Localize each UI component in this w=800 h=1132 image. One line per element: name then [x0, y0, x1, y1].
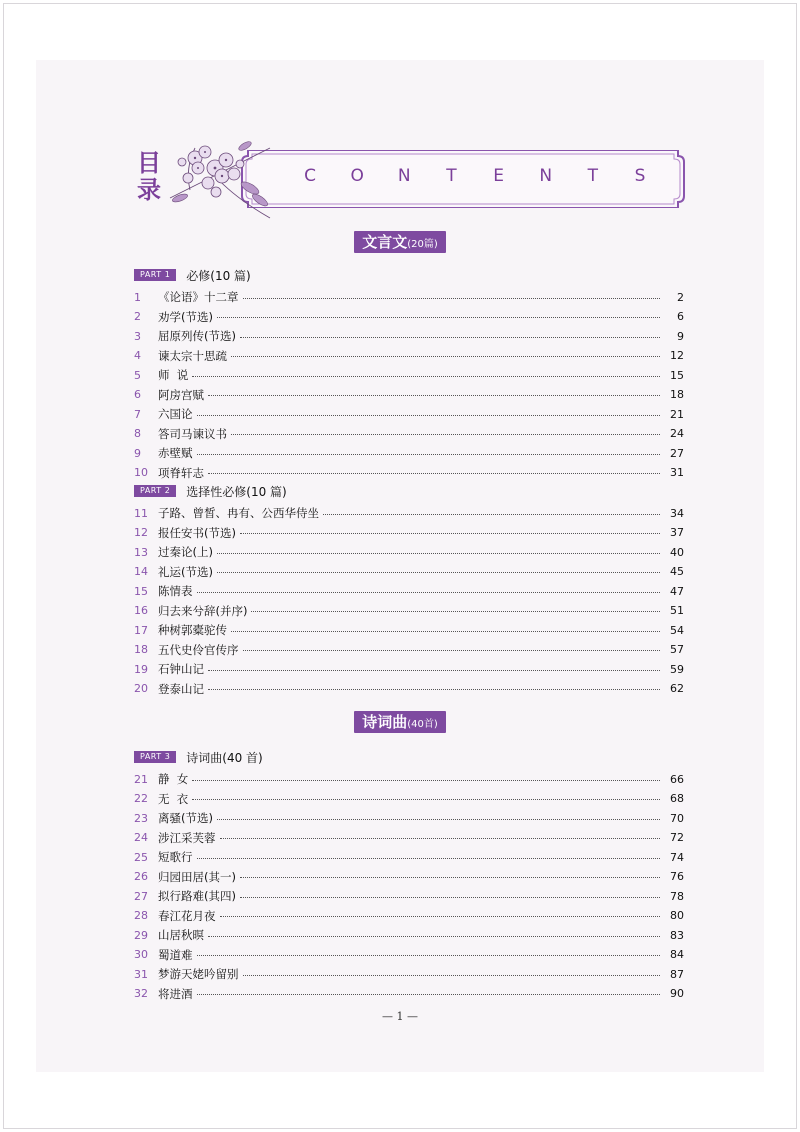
entry-number: 2: [134, 310, 141, 323]
entry-page-number: 45: [670, 565, 684, 578]
dot-leader: [197, 955, 661, 956]
dot-leader: [220, 916, 661, 917]
dot-leader: [240, 897, 660, 898]
toc-entry[interactable]: [134, 926, 684, 944]
entry-number: 9: [134, 446, 141, 460]
toc-entry[interactable]: [134, 848, 684, 866]
entry-title: 答司马谏议书: [158, 426, 227, 441]
entry-number: 14: [134, 565, 148, 578]
toc-entry[interactable]: [134, 602, 684, 620]
mulu-title: 目录: [137, 149, 161, 204]
entry-title: 蜀道难: [158, 947, 193, 962]
entry-number: 27: [134, 889, 148, 903]
toc-entry[interactable]: [134, 809, 684, 827]
entry-number: 11: [134, 506, 148, 520]
entry-number: 1: [134, 290, 141, 304]
entry-page-number: 59: [670, 662, 684, 676]
dot-leader: [217, 572, 660, 573]
entry-title: 师 说: [158, 368, 189, 382]
contents-heading: [300, 166, 650, 186]
toc-entry[interactable]: [134, 524, 684, 542]
entry-title: 无 衣: [158, 791, 189, 806]
entry-page-number: 40: [670, 545, 684, 559]
entry-number: 22: [134, 792, 148, 805]
entry-number: 25: [134, 850, 148, 864]
flower-illustration: [160, 128, 290, 228]
toc-entry[interactable]: [134, 965, 684, 983]
entry-page-number: 66: [670, 772, 684, 786]
dot-leader: [208, 689, 660, 690]
toc-entry[interactable]: [134, 790, 684, 808]
toc-entry[interactable]: [134, 829, 684, 847]
entry-title: 子路、曾皙、冉有、公西华侍坐: [158, 506, 319, 520]
part-title: 诗词曲(40 首): [186, 750, 263, 765]
dot-leader: [240, 337, 660, 338]
contents-letter: E: [493, 166, 504, 186]
toc-entry[interactable]: [134, 327, 684, 345]
dot-leader: [192, 799, 660, 800]
toc-entry[interactable]: [134, 660, 684, 678]
entry-number: 24: [134, 831, 148, 844]
entry-number: 30: [134, 948, 148, 961]
entry-page-number: 78: [670, 889, 684, 903]
entry-title: 屈原列传(节选): [158, 329, 236, 343]
entry-page-number: 51: [670, 604, 684, 617]
toc-entry[interactable]: [134, 444, 684, 462]
entry-number: 26: [134, 870, 148, 883]
dot-leader: [197, 858, 661, 859]
toc-entry[interactable]: [134, 405, 684, 423]
part-badge: PART 2: [134, 485, 176, 497]
contents-letter: N: [397, 166, 411, 186]
entry-number: 6: [134, 388, 141, 401]
dot-leader: [217, 553, 660, 554]
toc-entry[interactable]: [134, 680, 684, 698]
toc-entry[interactable]: [134, 386, 684, 404]
entry-number: 7: [134, 407, 141, 421]
dot-leader: [240, 533, 660, 534]
dot-leader: [231, 356, 660, 357]
section-heading-shicique: [0, 711, 800, 733]
dot-leader: [197, 454, 661, 455]
dot-leader: [197, 592, 661, 593]
toc-entry[interactable]: [134, 887, 684, 905]
entry-number: 10: [134, 466, 148, 479]
section-pill: [354, 711, 446, 733]
contents-letter: S: [634, 166, 646, 186]
contents-letter: C: [304, 166, 316, 186]
section-count: (40首): [407, 719, 438, 730]
entry-page-number: 90: [670, 987, 684, 1000]
entry-number: 12: [134, 526, 148, 539]
entry-title: 谏太宗十思疏: [158, 348, 227, 363]
entry-title: 涉江采芙蓉: [158, 830, 216, 845]
part-badge: PART 1: [134, 269, 176, 281]
contents-letter: O: [350, 166, 364, 186]
entry-number: 23: [134, 811, 148, 825]
entry-title: 静 女: [158, 772, 189, 786]
entry-title: 梦游天姥吟留别: [158, 967, 239, 981]
entry-page-number: 21: [670, 407, 684, 421]
toc-entry[interactable]: [134, 907, 684, 925]
entry-number: 3: [134, 329, 141, 343]
entry-title: 五代史伶官传序: [158, 642, 239, 657]
entry-page-number: 54: [670, 623, 684, 637]
dot-leader: [243, 298, 661, 299]
part-1-header: [134, 266, 251, 284]
section-heading-wenyanwen: [0, 231, 800, 253]
dot-leader: [208, 936, 660, 937]
entry-title: 拟行路难(其四): [158, 889, 236, 903]
entry-title: 归园田居(其一): [158, 869, 236, 884]
entry-number: 8: [134, 427, 141, 440]
dot-leader: [231, 434, 660, 435]
dot-leader: [192, 780, 660, 781]
entry-page-number: 6: [677, 310, 684, 323]
entry-number: 31: [134, 967, 148, 981]
entry-title: 石钟山记: [158, 662, 204, 676]
entry-page-number: 83: [670, 928, 684, 942]
dot-leader: [197, 415, 661, 416]
entry-number: 21: [134, 772, 148, 786]
toc-entry[interactable]: [134, 621, 684, 639]
dot-leader: [217, 819, 660, 820]
entry-number: 20: [134, 682, 148, 695]
dot-leader: [192, 376, 660, 377]
contents-letter: T: [587, 166, 599, 186]
entry-number: 15: [134, 584, 148, 598]
toc-entry[interactable]: [134, 563, 684, 581]
toc-entry[interactable]: [134, 347, 684, 365]
toc-entry[interactable]: [134, 366, 684, 384]
part-2-header: [134, 482, 287, 500]
toc-entry[interactable]: [134, 985, 684, 1003]
entry-title: 陈情表: [158, 584, 193, 598]
entry-page-number: 62: [670, 682, 684, 695]
entry-number: 29: [134, 928, 148, 942]
entry-title: 报任安书(节选): [158, 525, 236, 540]
entry-page-number: 24: [670, 427, 684, 440]
part-3-header: [134, 748, 263, 766]
dot-leader: [251, 611, 660, 612]
entry-page-number: 84: [670, 948, 684, 961]
dot-leader: [240, 877, 660, 878]
section-count: (20篇): [407, 239, 438, 250]
entry-title: 归去来兮辞(并序): [158, 603, 248, 618]
entry-number: 18: [134, 643, 148, 656]
entry-title: 将进酒: [158, 986, 193, 1001]
dot-leader: [231, 631, 660, 632]
entry-title: 春江花月夜: [158, 908, 216, 923]
entry-title: 山居秋暝: [158, 928, 204, 942]
entry-number: 17: [134, 623, 148, 637]
toc-entry[interactable]: [134, 504, 684, 522]
entry-title: 《论语》十二章: [158, 290, 239, 304]
toc-entry[interactable]: [134, 464, 684, 482]
part-badge: PART 3: [134, 751, 176, 763]
entry-page-number: 76: [670, 870, 684, 883]
entry-title: 短歌行: [158, 850, 193, 864]
entry-number: 28: [134, 909, 148, 922]
toc-entry[interactable]: [134, 582, 684, 600]
entry-number: 32: [134, 987, 148, 1000]
toc-entry[interactable]: [134, 425, 684, 443]
entry-page-number: 12: [670, 349, 684, 362]
section-title: 诗词曲: [362, 713, 408, 731]
entry-page-number: 27: [670, 446, 684, 460]
dot-leader: [208, 670, 660, 671]
entry-title: 种树郭橐驼传: [158, 623, 227, 637]
dot-leader: [243, 650, 661, 651]
entry-title: 项脊轩志: [158, 465, 204, 480]
toc-entry[interactable]: [134, 946, 684, 964]
entry-page-number: 87: [670, 967, 684, 981]
entry-title: 阿房宫赋: [158, 387, 204, 402]
dot-leader: [208, 395, 660, 396]
toc-entry[interactable]: [134, 288, 684, 306]
entry-number: 19: [134, 662, 148, 676]
entry-page-number: 2: [677, 290, 684, 304]
entry-page-number: 15: [670, 368, 684, 382]
entry-page-number: 70: [670, 811, 684, 825]
toc-entry[interactable]: [134, 543, 684, 561]
entry-page-number: 74: [670, 850, 684, 864]
entry-page-number: 9: [677, 329, 684, 343]
entry-number: 16: [134, 604, 148, 617]
entry-title: 劝学(节选): [158, 309, 213, 324]
dot-leader: [197, 994, 661, 995]
entry-page-number: 68: [670, 792, 684, 805]
part-title: 必修(10 篇): [186, 268, 251, 283]
entry-title: 离骚(节选): [158, 811, 213, 825]
dot-leader: [208, 473, 660, 474]
entry-number: 5: [134, 368, 141, 382]
entry-page-number: 57: [670, 643, 684, 656]
entry-title: 六国论: [158, 407, 193, 421]
entry-title: 过秦论(上): [158, 545, 213, 559]
entry-page-number: 18: [670, 388, 684, 401]
contents-letter: N: [539, 166, 553, 186]
section-title: 文言文: [362, 233, 408, 251]
entry-page-number: 72: [670, 831, 684, 844]
part-title: 选择性必修(10 篇): [186, 484, 287, 499]
entry-page-number: 34: [670, 506, 684, 520]
entry-number: 4: [134, 349, 141, 362]
entry-page-number: 37: [670, 526, 684, 539]
section-pill: [354, 231, 446, 253]
toc-entry[interactable]: [134, 641, 684, 659]
entry-page-number: 80: [670, 909, 684, 922]
dot-leader: [217, 317, 660, 318]
toc-entry[interactable]: [134, 770, 684, 788]
entry-page-number: 47: [670, 584, 684, 598]
dot-leader: [323, 514, 660, 515]
entry-title: 赤壁赋: [158, 446, 193, 460]
dot-leader: [243, 975, 661, 976]
page-number: — 1 —: [382, 1010, 418, 1023]
toc-entry[interactable]: [134, 308, 684, 326]
contents-letter: T: [446, 166, 457, 186]
entry-page-number: 31: [670, 466, 684, 479]
entry-title: 礼运(节选): [158, 564, 213, 579]
toc-entry[interactable]: [134, 868, 684, 886]
dot-leader: [220, 838, 661, 839]
entry-number: 13: [134, 545, 148, 559]
entry-title: 登泰山记: [158, 681, 204, 696]
